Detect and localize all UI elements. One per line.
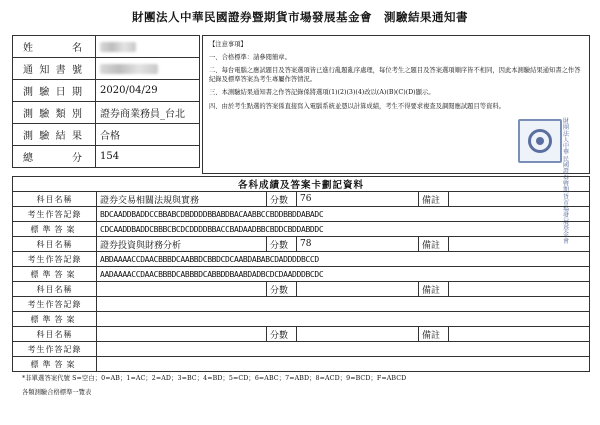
subject-row — [13, 327, 590, 342]
score-value: 76 — [297, 192, 419, 207]
footnote-answer-codes: *非單選答案代號 S=空白；0=AB；1=AC；2=AD；3=BC；4=BD；5=CD；6=ABC；7=ABD；8=ACD；9=BCD；F=ABCD — [22, 375, 407, 382]
remark-value — [449, 192, 590, 207]
subject-label: 科目名稱 — [13, 282, 97, 297]
remark-label: 備註 — [419, 237, 449, 252]
subject-name: 證券投資與財務分析 — [97, 237, 267, 252]
candidate-info-table — [12, 35, 200, 168]
answers-value — [97, 297, 590, 312]
answers-value: ABDAAAACCDAACBBBDCAABBDCBBDCDCAABDABABCDADDDDBCCD — [97, 252, 590, 267]
section-header: 各科成績及答案卡劃記資料 — [13, 177, 590, 192]
key-label: 標準答案 — [13, 267, 97, 282]
info-label: 測驗日期 — [13, 80, 96, 102]
answer-record-table — [12, 176, 590, 372]
info-label: 姓名 — [13, 36, 96, 58]
footnote-pass-standards: 各類測驗合格標準一覽表 — [22, 389, 92, 396]
seal-text: 財團法人中華民國證券暨期貨市場發展基金會 — [563, 118, 570, 245]
subject-label: 科目名稱 — [13, 327, 97, 342]
subject-row — [13, 237, 590, 252]
redacted-notice-number — [100, 64, 158, 74]
answers-label: 考生作答記錄 — [13, 342, 97, 357]
score-value: 78 — [297, 237, 419, 252]
key-row — [13, 312, 590, 327]
answers-label: 考生作答記錄 — [13, 297, 97, 312]
answers-row — [13, 342, 590, 357]
answers-row — [13, 252, 590, 267]
subject-name — [97, 282, 267, 297]
key-value — [97, 357, 590, 372]
score-value — [297, 282, 419, 297]
key-label: 標準答案 — [13, 357, 97, 372]
info-row-name — [13, 36, 200, 58]
score-label: 分數 — [267, 282, 297, 297]
answers-label: 考生作答記錄 — [13, 207, 97, 222]
subject-label: 科目名稱 — [13, 192, 97, 207]
info-label: 通知書號 — [13, 58, 96, 80]
info-row-date — [13, 80, 200, 102]
key-value: CDCAADDBADDCBBBCBCDCDDDDBBACCBADAADBBCBDDCBDDABDDC — [97, 222, 590, 237]
remark-label: 備註 — [419, 192, 449, 207]
answers-label: 考生作答記錄 — [13, 252, 97, 267]
key-row — [13, 357, 590, 372]
info-value-notice-no — [96, 58, 200, 80]
remark-value — [449, 327, 590, 342]
info-label: 總分 — [13, 146, 96, 168]
remark-label: 備註 — [419, 282, 449, 297]
remark-value — [449, 282, 590, 297]
info-label: 測驗結果 — [13, 124, 96, 146]
score-label: 分數 — [267, 327, 297, 342]
notes-heading: 【注意事項】 — [209, 41, 247, 48]
answers-value — [97, 342, 590, 357]
note-item: 一、合格標準：請參閱簡章。 — [209, 53, 291, 61]
remark-value — [449, 237, 590, 252]
subject-label: 科目名稱 — [13, 237, 97, 252]
info-row-category — [13, 102, 200, 124]
info-value-result: 合格 — [96, 124, 200, 146]
note-item: 三、本測驗結果通知書之作答記錄係將選項(1)(2)(3)(4)改以(A)(B)(C)(D)顯示。 — [209, 89, 435, 96]
key-value: AADAAAACCDAACBBBDCABBBDCABBDDBAABDADBCDCDAADDDBCDC — [97, 267, 590, 282]
info-row-total — [13, 146, 200, 168]
subject-name: 證券交易相關法規與實務 — [97, 192, 267, 207]
key-label: 標準答案 — [13, 312, 97, 327]
score-label: 分數 — [267, 192, 297, 207]
info-row-notice-no — [13, 58, 200, 80]
subject-name — [97, 327, 267, 342]
official-seal-icon — [518, 119, 562, 163]
info-row-result — [13, 124, 200, 146]
key-label: 標準答案 — [13, 222, 97, 237]
redacted-name — [100, 42, 136, 52]
key-row — [13, 222, 590, 237]
note-item: 二、每台電腦之應試題目及答案選項皆已進行亂題亂序處理，每位考生之題目及答案選項順序皆不相同，因此本測驗結果通知書之作答紀錄及標準答案為考生專屬作答情況。 — [209, 66, 581, 84]
info-value-date: 2020/04/29 — [96, 80, 200, 102]
document-title: 財團法人中華民國證券暨期貨市場發展基金會 測驗結果通知書 — [132, 10, 468, 24]
subject-row — [13, 282, 590, 297]
answers-value: BDCAADDBADDCCBBABCDBDDDDBBABDBACAABBCCBDDBBDDABADC — [97, 207, 590, 222]
answers-row — [13, 297, 590, 312]
subject-row — [13, 192, 590, 207]
answers-row — [13, 207, 590, 222]
info-value-category: 證券商業務員_台北 — [96, 102, 200, 124]
key-value — [97, 312, 590, 327]
remark-label: 備註 — [419, 327, 449, 342]
score-label: 分數 — [267, 237, 297, 252]
note-item: 四、由於考生點選的答案係直接寫入電腦系統並憑以計算成績，考生不得要求複查及調閱應試題目等資料。 — [209, 102, 505, 110]
score-value — [297, 327, 419, 342]
info-value-name — [96, 36, 200, 58]
key-row — [13, 267, 590, 282]
info-value-total: 154 — [96, 146, 200, 168]
info-label: 測驗類別 — [13, 102, 96, 124]
